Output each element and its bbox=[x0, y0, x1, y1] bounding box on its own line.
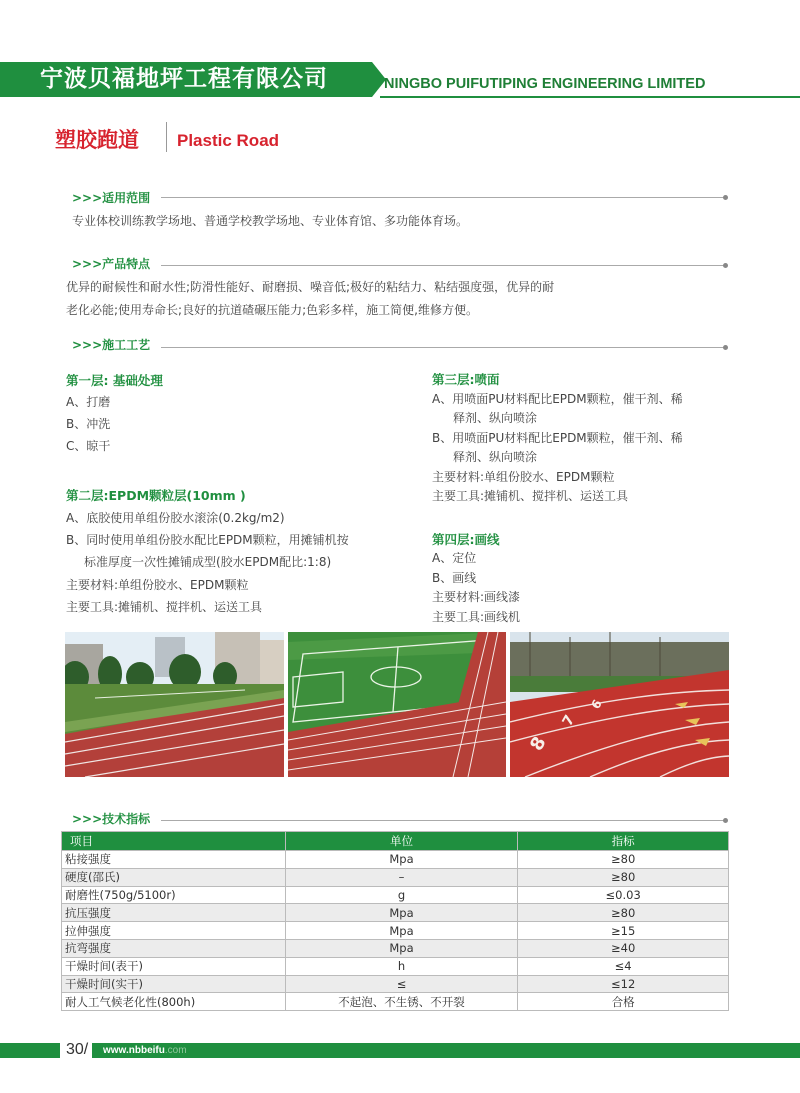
table-cell: ≥40 bbox=[518, 939, 729, 957]
table-cell: 拉伸强度 bbox=[62, 922, 286, 940]
layer1-item: A、打磨 bbox=[66, 395, 111, 409]
table-cell: 抗压强度 bbox=[62, 904, 286, 922]
table-cell: 不起泡、不生锈、不开裂 bbox=[285, 993, 518, 1011]
layer2-item: 主要工具:摊铺机、搅拌机、运送工具 bbox=[66, 600, 263, 614]
table-header-row bbox=[62, 832, 729, 851]
table-cell: 干燥时间(实干) bbox=[62, 975, 286, 993]
footer-url-domain: www.nbbeifu bbox=[103, 1045, 165, 1056]
column-header: 单位 bbox=[285, 832, 518, 851]
process-heading: >>>施工工艺 bbox=[72, 338, 151, 352]
table-cell: ≥80 bbox=[518, 851, 729, 869]
layer3-item: A、用喷面PU材料配比EPDM颗粒，催干剂、稀 bbox=[432, 392, 683, 406]
page-title-en: Plastic Road bbox=[177, 131, 280, 150]
table-cell: – bbox=[285, 868, 518, 886]
layer4-item: A、定位 bbox=[432, 551, 477, 565]
layer3-item: 主要材料:单组份胶水、EPDM颗粒 bbox=[432, 470, 615, 484]
layer1-item: C、晾干 bbox=[66, 439, 111, 453]
table-cell: 耐磨性(750g/5100r) bbox=[62, 886, 286, 904]
table-row bbox=[62, 975, 729, 993]
layer2-item: 标准厚度一次性摊铺成型(胶水EPDM配比:1:8) bbox=[84, 555, 332, 569]
table-cell: ≥15 bbox=[518, 922, 729, 940]
page-number: 30/ bbox=[60, 1039, 92, 1061]
specs-rule bbox=[161, 820, 725, 821]
page-title-cn: 塑胶跑道 bbox=[55, 128, 139, 152]
layer3-title: 第三层:喷面 bbox=[432, 372, 500, 387]
process-rule-dot bbox=[723, 345, 728, 350]
table-row bbox=[62, 868, 729, 886]
header-rule bbox=[380, 96, 800, 98]
scope-text: 专业体校训练教学场地、普通学校教学场地、专业体育馆、多功能体育场。 bbox=[72, 214, 469, 228]
footer-url-suffix: .com bbox=[164, 1045, 187, 1056]
scope-rule-dot bbox=[723, 195, 728, 200]
table-row bbox=[62, 993, 729, 1011]
layer2-item: B、同时使用单组份胶水配比EPDM颗粒，用摊铺机按 bbox=[66, 533, 349, 547]
table-cell: g bbox=[285, 886, 518, 904]
layer4-item: 主要工具:画线机 bbox=[432, 610, 521, 624]
features-line-1: 优异的耐候性和耐水性;防滑性能好、耐磨损、噪音低;极好的粘结力、粘结强度强，优异的耐 bbox=[66, 280, 555, 294]
table-row bbox=[62, 851, 729, 869]
layer3-item: 释剂、纵向喷涂 bbox=[453, 411, 538, 425]
layer3-item: 主要工具:摊铺机、搅拌机、运送工具 bbox=[432, 489, 629, 503]
layer4-item: B、画线 bbox=[432, 571, 477, 585]
table-row bbox=[62, 957, 729, 975]
layer4-item: 主要材料:画线漆 bbox=[432, 590, 521, 604]
features-line-2: 老化必能;使用寿命长;良好的抗道碴碾压能力;色彩多样，施工简便,维修方便。 bbox=[66, 303, 478, 317]
table-row bbox=[62, 904, 729, 922]
layer2-item: A、底胶使用单组份胶水滚涂(0.2kg/m2) bbox=[66, 511, 285, 525]
layer2-item: 主要材料:单组份胶水、EPDM颗粒 bbox=[66, 578, 249, 592]
title-divider bbox=[166, 122, 167, 152]
svg-text:6: 6 bbox=[588, 697, 605, 712]
layer1-title: 第一层: 基础处理 bbox=[66, 373, 163, 388]
layer2-title: 第二层:EPDM颗粒层(10mm ) bbox=[66, 488, 246, 503]
features-heading: >>>产品特点 bbox=[72, 257, 151, 271]
process-rule bbox=[161, 347, 725, 348]
features-rule-dot bbox=[723, 263, 728, 268]
track-photo-field bbox=[288, 632, 506, 777]
footer-url[interactable] bbox=[103, 1045, 187, 1056]
svg-text:7: 7 bbox=[559, 712, 579, 729]
table-cell: 干燥时间(表干) bbox=[62, 957, 286, 975]
table-row bbox=[62, 939, 729, 957]
svg-text:8: 8 bbox=[526, 733, 551, 755]
specs-heading: >>>技术指标 bbox=[72, 812, 151, 826]
table-cell: ≥80 bbox=[518, 904, 729, 922]
table-cell: 合格 bbox=[518, 993, 729, 1011]
layer1-item: B、冲洗 bbox=[66, 417, 111, 431]
table-cell: h bbox=[285, 957, 518, 975]
table-cell: ≤0.03 bbox=[518, 886, 729, 904]
specs-table bbox=[61, 831, 729, 1011]
table-cell: 耐人工气候老化性(800h) bbox=[62, 993, 286, 1011]
column-header: 项目 bbox=[62, 832, 286, 851]
specs-rule-dot bbox=[723, 818, 728, 823]
table-cell: 粘接强度 bbox=[62, 851, 286, 869]
track-photo-lanes bbox=[510, 632, 729, 777]
table-row bbox=[62, 922, 729, 940]
company-name-cn: 宁波贝福地坪工程有限公司 bbox=[40, 66, 328, 92]
table-cell: Mpa bbox=[285, 939, 518, 957]
features-rule bbox=[161, 265, 725, 266]
layer3-item: B、用喷面PU材料配比EPDM颗粒，催干剂、稀 bbox=[432, 431, 683, 445]
layer3-item: 释剂、纵向喷涂 bbox=[453, 450, 538, 464]
table-cell: Mpa bbox=[285, 922, 518, 940]
table-row bbox=[62, 886, 729, 904]
table-cell: ≤ bbox=[285, 975, 518, 993]
table-cell: ≤4 bbox=[518, 957, 729, 975]
table-cell: ≤12 bbox=[518, 975, 729, 993]
scope-rule bbox=[161, 197, 725, 198]
track-photo-school bbox=[65, 632, 284, 777]
table-cell: 硬度(邵氏) bbox=[62, 868, 286, 886]
column-header: 指标 bbox=[518, 832, 729, 851]
layer4-title: 第四层:画线 bbox=[432, 532, 500, 547]
table-cell: ≥80 bbox=[518, 868, 729, 886]
table-cell: Mpa bbox=[285, 851, 518, 869]
scope-heading: >>>适用范围 bbox=[72, 191, 151, 205]
table-cell: 抗弯强度 bbox=[62, 939, 286, 957]
table-cell: Mpa bbox=[285, 904, 518, 922]
company-name-en: NINGBO PUIFUTIPING ENGINEERING LIMITED bbox=[384, 76, 706, 92]
